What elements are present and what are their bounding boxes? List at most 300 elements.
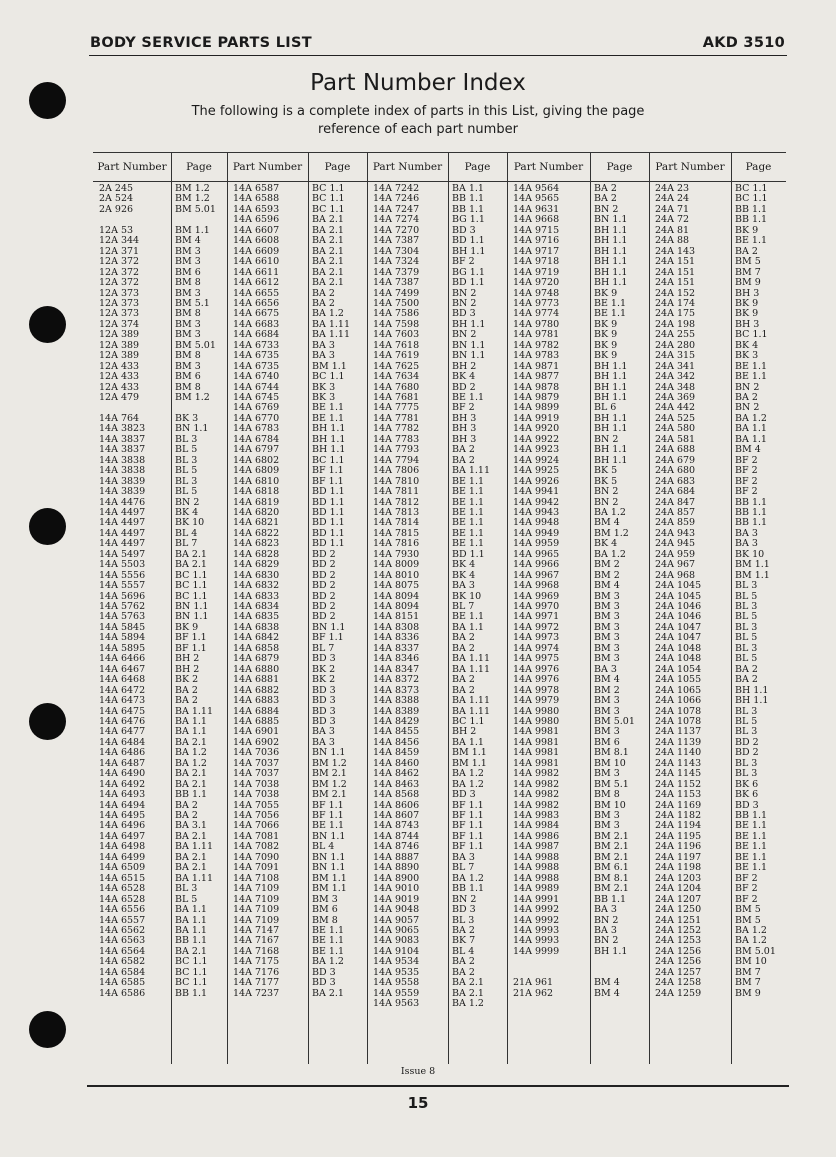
part-number-cell: 14A 7037	[233, 768, 280, 780]
page-ref-cell: BH 3	[735, 318, 760, 330]
part-number-cell: 14A 6611	[233, 266, 280, 278]
page-ref-cell: BA 1.1	[175, 904, 207, 916]
part-number-cell: 14A 9535	[373, 966, 420, 978]
page-ref-cell: BM 5	[735, 904, 761, 916]
page-ref-cell: BF 1.1	[312, 799, 344, 811]
part-number-cell: 14A 7109	[233, 883, 280, 895]
page-ref-cell: BH 1.1	[452, 318, 486, 330]
part-number-cell: 14A 6585	[99, 977, 146, 989]
part-number-cell: 14A 6596	[233, 214, 280, 226]
page-ref-cell: BL 5	[175, 444, 198, 456]
part-number-cell: 24A 315	[655, 350, 696, 362]
page-ref-cell: BH 2	[175, 653, 200, 665]
page-ref-cell: BK 9	[735, 308, 759, 320]
page-ref-cell: BM 3	[594, 705, 620, 717]
page-ref-cell: BA 2.1	[452, 987, 484, 999]
page-ref-cell: BE 1.1	[452, 506, 485, 518]
page-ref-cell: BH 1.1	[594, 454, 628, 466]
part-number-cell: 14A 7109	[233, 904, 280, 916]
page-ref-cell: BF 1.1	[312, 810, 344, 821]
page-ref-cell: BH 1.1	[312, 444, 346, 456]
binder-hole	[29, 508, 66, 545]
part-number-cell: 14A 9980	[513, 705, 560, 717]
part-number-cell: 14A 9948	[513, 517, 560, 529]
part-number-cell: 14A 9668	[513, 214, 560, 226]
part-number-cell: 14A 9949	[513, 527, 560, 539]
page-ref-cell: BM 2.1	[312, 768, 347, 780]
page-ref-cell: BG 1.1	[452, 214, 485, 226]
page-ref-cell: BL 7	[175, 538, 198, 550]
part-number-cell: 24A 1198	[655, 862, 702, 874]
part-number-cell: 14A 6821	[233, 517, 280, 529]
page-ref-cell: BA 2	[452, 632, 475, 644]
part-number-cell: 14A 7324	[373, 256, 420, 268]
header-page: Page	[731, 152, 786, 182]
part-number-cell: 14A 9558	[373, 977, 420, 989]
part-number-cell: 14A 9717	[513, 245, 560, 257]
page-ref-cell: BM 2	[594, 559, 620, 571]
part-number-cell: 14A 7811	[373, 486, 420, 498]
part-number-cell: 14A 3839	[99, 486, 146, 498]
part-number-cell: 14A 6838	[233, 621, 280, 633]
page-ref-cell: BA 2.1	[175, 862, 207, 874]
part-number-cell: 14A 7177	[233, 977, 280, 989]
part-number-cell: 14A 7176	[233, 966, 280, 978]
part-number-cell: 24A 525	[655, 412, 696, 424]
part-number-cell: 24A 198	[655, 318, 696, 330]
page-header	[89, 35, 787, 56]
part-number-cell: 14A 9976	[513, 674, 560, 686]
page-ref-cell: BM 1.2	[594, 527, 629, 539]
page-ref-cell: BL 7	[312, 642, 335, 654]
page-ref-cell: BA 3	[594, 904, 617, 916]
page-ref-cell: BD 3	[312, 653, 336, 665]
page-ref-cell: BA 2	[452, 956, 475, 968]
page-ref-cell: BM 2.1	[594, 830, 629, 842]
page-ref-cell: BK 9	[735, 297, 759, 309]
part-number-cell: 14A 6819	[233, 496, 280, 508]
page-ref-cell: BM 1.1	[312, 872, 347, 884]
part-number-cell: 14A 6830	[233, 569, 280, 581]
part-number-cell: 14A 9564	[513, 183, 560, 194]
part-number-cell: 14A 9715	[513, 224, 560, 236]
page-ref-cell: BM 6	[594, 736, 620, 748]
part-number-cell: 14A 8460	[373, 757, 420, 769]
page-ref-cell: BN 1.1	[594, 214, 628, 226]
page-ref-cell: BA 1.11	[312, 329, 351, 341]
part-number-cell: 14A 6562	[99, 924, 146, 936]
page-ref-cell: BA 1.1	[175, 726, 207, 738]
part-number-cell: 14A 8429	[373, 715, 420, 727]
page-ref-cell: BH 1.1	[594, 360, 628, 372]
part-number-cell: 14A 7775	[373, 402, 420, 414]
part-number-cell: 14A 9981	[513, 736, 560, 748]
page-ref-cell: BH 1.1	[594, 392, 628, 403]
part-number-cell: 14A 9988	[513, 851, 560, 863]
page-ref-cell: BA 1.2	[452, 998, 484, 1010]
part-number-cell: 12A 433	[99, 360, 140, 372]
part-number-cell: 24A 341	[655, 360, 696, 372]
part-number-cell: 14A 7500	[373, 297, 420, 309]
part-number-cell: 24A 1197	[655, 851, 702, 863]
part-number-cell: 24A 72	[655, 214, 690, 226]
page-ref-cell: BE 1.1	[735, 235, 768, 247]
page-ref-cell: BK 9	[594, 318, 618, 330]
part-number-cell: 24A 1054	[655, 663, 702, 675]
part-number-cell: 12A 374	[99, 318, 140, 330]
page-ref-cell: BL 5	[175, 465, 198, 477]
page-ref-cell: BB 1.1	[735, 203, 768, 215]
page-ref-cell: BA 1.1	[175, 924, 207, 936]
part-number-cell: 14A 9048	[373, 904, 420, 916]
page-ref-cell: BM 8.1	[594, 872, 629, 884]
page-ref-cell: BD 1.1	[312, 506, 345, 518]
part-number-cell: 24A 143	[655, 245, 696, 257]
part-number-cell: 14A 6467	[99, 663, 146, 675]
part-number-cell: 14A 8075	[373, 580, 420, 592]
part-number-cell: 12A 372	[99, 266, 140, 278]
part-number-cell: 14A 9057	[373, 914, 420, 926]
part-number-cell: 12A 433	[99, 381, 140, 393]
part-number-cell: 14A 6884	[233, 705, 280, 717]
page-ref-cell: BF 1.1	[312, 465, 344, 477]
page-ref-cell: BH 1.1	[312, 433, 346, 445]
page-ref-cell: BH 3	[452, 423, 477, 435]
page-ref-cell: BA 1.1	[735, 433, 767, 445]
page-ref-cell: BA 1.11	[452, 653, 491, 665]
part-number-cell: 14A 6828	[233, 548, 280, 560]
column-divider	[171, 152, 172, 1064]
part-number-cell: 12A 433	[99, 371, 140, 383]
page-ref-cell: BE 1.1	[452, 611, 485, 623]
page-ref-cell: BD 1.1	[312, 517, 345, 529]
page-ref-cell: BD 2	[452, 381, 476, 393]
page-ref-cell: BN 2	[452, 297, 477, 309]
header-part-number: Part Number	[507, 152, 590, 182]
page-ref-cell: BE 1.1	[452, 475, 485, 487]
part-number-cell: 14A 9878	[513, 381, 560, 393]
part-number-cell: 14A 9780	[513, 318, 560, 330]
part-number-cell: 14A 9720	[513, 277, 560, 289]
page-ref-cell: BL 5	[735, 632, 758, 644]
page-ref-cell: BC 1.1	[735, 183, 768, 194]
page-ref-cell: BN 2	[594, 914, 619, 926]
page-ref-cell: BM 3	[594, 810, 620, 821]
page-ref-cell: BN 1.1	[175, 611, 209, 623]
part-number-cell: 14A 6881	[233, 674, 280, 686]
page-ref-cell: BD 2	[312, 580, 336, 592]
part-number-cell: 14A 6858	[233, 642, 280, 654]
page-ref-cell: BD 3	[312, 715, 336, 727]
page-ref-cell: BF 2	[735, 883, 758, 895]
part-number-cell: 24A 1078	[655, 705, 702, 717]
part-number-cell: 24A 1252	[655, 924, 702, 936]
page-ref-cell: BA 1.2	[452, 768, 484, 780]
page-ref-cell: BN 1.1	[312, 621, 346, 633]
page-ref-cell: BK 3	[312, 381, 336, 393]
page-ref-cell: BM 6	[175, 266, 201, 278]
page-ref-cell: BA 3	[312, 736, 335, 748]
part-number-cell: 14A 9631	[513, 203, 560, 215]
part-number-cell: 14A 9718	[513, 256, 560, 268]
part-number-cell: 24A 174	[655, 297, 696, 309]
part-number-cell: 14A 7586	[373, 308, 420, 320]
part-number-cell: 14A 9559	[373, 987, 420, 999]
page-ref-cell: BK 10	[452, 590, 482, 602]
page-ref-cell: BA 1.2	[312, 956, 344, 968]
part-number-cell: 24A 1256	[655, 945, 702, 957]
page-ref-cell: BL 4	[452, 945, 475, 957]
part-number-cell: 14A 5894	[99, 632, 146, 644]
part-number-cell: 14A 8887	[373, 851, 420, 863]
part-number-cell: 14A 9943	[513, 506, 560, 518]
part-number-cell: 14A 9978	[513, 684, 560, 696]
page-ref-cell: BA 2.1	[175, 851, 207, 863]
page-ref-cell: BM 8	[175, 308, 201, 320]
part-number-cell: 14A 8337	[373, 642, 420, 654]
page-ref-cell: BM 10	[594, 757, 626, 769]
part-number-cell: 14A 8746	[373, 841, 420, 853]
part-number-cell: 14A 6588	[233, 193, 280, 205]
page-ref-cell: BM 3	[175, 245, 201, 257]
page-ref-cell: BD 2	[312, 559, 336, 571]
page-ref-cell: BN 2	[735, 381, 760, 393]
part-number-cell: 14A 8607	[373, 810, 420, 821]
page-ref-cell: BD 3	[452, 789, 476, 801]
part-number-cell: 14A 7270	[373, 224, 420, 236]
part-number-cell: 14A 9104	[373, 945, 420, 957]
part-number-cell: 14A 3839	[99, 475, 146, 487]
part-number-cell: 14A 9987	[513, 841, 560, 853]
page-ref-cell: BA 3	[312, 350, 335, 362]
page-ref-cell: BM 5.1	[175, 297, 210, 309]
page-ref-cell: BM 3	[594, 632, 620, 644]
page-ref-cell: BF 1.1	[175, 632, 207, 644]
part-number-cell: 14A 9019	[373, 893, 420, 905]
page-ref-cell: BC 1.1	[735, 329, 768, 341]
page-ref-cell: BD 2	[312, 548, 336, 560]
part-number-cell: 14A 9984	[513, 820, 560, 832]
part-number-cell: 14A 9926	[513, 475, 560, 487]
page-ref-cell: BA 2	[452, 642, 475, 654]
page-ref-cell: BD 1.1	[452, 235, 485, 247]
page-ref-cell: BA 2	[452, 674, 475, 686]
part-number-cell: 14A 7175	[233, 956, 280, 968]
page-ref-cell: BE 1.1	[452, 538, 485, 550]
part-number-cell: 14A 9871	[513, 360, 560, 372]
part-number-cell: 14A 4476	[99, 496, 146, 508]
part-number-cell: 14A 6656	[233, 297, 280, 309]
part-number-cell: 14A 9999	[513, 945, 560, 957]
part-number-cell: 14A 8347	[373, 663, 420, 675]
part-number-cell: 24A 1045	[655, 590, 702, 602]
page-ref-cell: BA 1.1	[452, 621, 484, 633]
part-number-cell: 14A 9991	[513, 893, 560, 905]
part-number-cell: 14A 9925	[513, 465, 560, 477]
part-number-cell: 14A 8900	[373, 872, 420, 884]
part-number-cell: 14A 9993	[513, 935, 560, 947]
part-number-cell: 24A 581	[655, 433, 696, 445]
part-number-cell: 14A 9879	[513, 392, 560, 403]
page-ref-cell: BM 3	[594, 653, 620, 665]
intro-line-2: reference of each part number	[318, 122, 518, 137]
page-ref-cell: BF 1.1	[452, 810, 484, 821]
part-number-cell: 14A 8744	[373, 830, 420, 842]
page-ref-cell: BN 2	[452, 893, 477, 905]
page-ref-cell: BH 1.1	[594, 235, 628, 247]
part-number-cell: 14A 6655	[233, 287, 280, 299]
part-number-cell: 14A 6493	[99, 789, 146, 801]
page-ref-cell: BL 5	[735, 715, 758, 727]
page-ref-cell: BH 1.1	[452, 245, 486, 257]
page-ref-cell: BK 9	[594, 287, 618, 299]
page-ref-cell: BM 4	[594, 987, 620, 999]
part-number-cell: 14A 6487	[99, 757, 146, 769]
page-ref-cell: BA 1.11	[175, 872, 214, 884]
part-number-cell: 24A 943	[655, 527, 696, 539]
part-number-cell: 14A 9966	[513, 559, 560, 571]
part-number-cell: 14A 7109	[233, 893, 280, 905]
page-ref-cell: BD 3	[735, 799, 759, 811]
part-number-cell: 24A 1153	[655, 789, 702, 801]
part-number-cell: 14A 7634	[373, 371, 420, 383]
part-number-cell: 14A 6476	[99, 715, 146, 727]
part-number-cell: 14A 7168	[233, 945, 280, 957]
part-number-cell: 24A 81	[655, 224, 690, 236]
part-number-cell: 14A 9719	[513, 266, 560, 278]
page-ref-cell: BF 2	[735, 872, 758, 884]
part-number-cell: 14A 9773	[513, 297, 560, 309]
page-ref-cell: BC 1.1	[175, 569, 208, 581]
part-number-cell: 14A 9967	[513, 569, 560, 581]
part-number-cell: 24A 857	[655, 506, 696, 518]
part-number-cell: 14A 5895	[99, 642, 146, 654]
page-ref-cell: BD 3	[312, 684, 336, 696]
part-number-cell: 14A 6466	[99, 653, 146, 665]
page-ref-cell: BL 3	[735, 726, 758, 738]
page-ref-cell: BB 1.1	[175, 789, 208, 801]
page-ref-cell: BA 2.1	[175, 778, 207, 790]
part-number-cell: 14A 8459	[373, 747, 420, 759]
part-number-cell: 14A 7598	[373, 318, 420, 330]
part-number-cell: 14A 7056	[233, 810, 280, 821]
page-ref-cell: BA 2	[594, 193, 617, 205]
part-number-cell: 14A 6609	[233, 245, 280, 257]
page-ref-cell: BL 5	[735, 611, 758, 623]
page-ref-cell: BA 1.1	[175, 914, 207, 926]
page-ref-cell: BL 3	[735, 768, 758, 780]
page-ref-cell: BA 1.11	[452, 663, 491, 675]
page-ref-cell: BD 3	[312, 966, 336, 978]
part-number-cell: 14A 7081	[233, 830, 280, 842]
part-number-cell: 14A 9922	[513, 433, 560, 445]
part-number-cell: 12A 389	[99, 339, 140, 351]
page-ref-cell: BM 3	[175, 318, 201, 330]
part-number-cell: 14A 3837	[99, 444, 146, 456]
part-number-cell: 14A 6882	[233, 684, 280, 696]
page-ref-cell: BL 7	[452, 862, 475, 874]
part-number-cell: 14A 9971	[513, 611, 560, 623]
part-number-cell: 24A 1152	[655, 778, 702, 790]
page-ref-cell: BM 3	[175, 287, 201, 299]
page-ref-cell: BH 1.1	[594, 945, 628, 957]
part-number-cell: 14A 9919	[513, 412, 560, 424]
page-ref-cell: BA 2	[175, 799, 198, 811]
page-ref-cell: BB 1.1	[594, 893, 627, 905]
part-number-cell: 14A 6733	[233, 339, 280, 351]
page-ref-cell: BN 1.1	[312, 830, 346, 842]
page-ref-cell: BA 1.11	[452, 705, 491, 717]
part-number-cell: 14A 8094	[373, 601, 420, 612]
page-ref-cell: BM 2.1	[312, 789, 347, 801]
page-ref-cell: BC 1.1	[312, 371, 345, 383]
page-ref-cell: BA 3	[735, 527, 758, 539]
part-number-cell: 14A 5557	[99, 580, 146, 592]
part-number-cell: 14A 9781	[513, 329, 560, 341]
page-ref-cell: BM 6	[312, 904, 338, 916]
page-ref-cell: BK 2	[312, 674, 336, 686]
page-ref-cell: BK 3	[312, 392, 336, 403]
page-ref-cell: BL 3	[735, 601, 758, 612]
part-number-cell: 14A 5497	[99, 548, 146, 560]
page-ref-cell: BA 2	[452, 684, 475, 696]
page-ref-cell: BN 1.1	[312, 747, 346, 759]
page-ref-cell: BN 2	[452, 329, 477, 341]
part-number-cell: 14A 6586	[99, 987, 146, 999]
part-number-cell: 14A 9965	[513, 548, 560, 560]
page-ref-cell: BM 1.1	[452, 757, 487, 769]
part-number-cell: 24A 1048	[655, 653, 702, 665]
part-number-cell: 24A 1065	[655, 684, 702, 696]
page-ref-cell: BK 4	[594, 538, 618, 550]
page-ref-cell: BA 1.11	[452, 465, 491, 477]
part-number-cell: 24A 1207	[655, 893, 702, 905]
part-number-cell: 14A 6885	[233, 715, 280, 727]
page-ref-cell: BA 1.1	[175, 715, 207, 727]
part-number-cell: 14A 6468	[99, 674, 146, 686]
page-ref-cell: BM 3	[594, 695, 620, 707]
page-ref-cell: BE 1.1	[735, 851, 768, 863]
part-number-cell: 24A 1139	[655, 736, 702, 748]
part-number-cell: 14A 6494	[99, 799, 146, 811]
part-number-cell: 14A 6473	[99, 695, 146, 707]
part-number-cell: 12A 373	[99, 297, 140, 309]
part-number-cell: 14A 6477	[99, 726, 146, 738]
part-number-cell: 24A 945	[655, 538, 696, 550]
part-number-cell: 14A 9899	[513, 402, 560, 414]
page-ref-cell: BA 2	[312, 297, 335, 309]
part-number-cell: 14A 6492	[99, 778, 146, 790]
page-ref-cell: BC 1.1	[312, 193, 345, 205]
page-ref-cell: BA 2.1	[312, 266, 344, 278]
page-ref-cell: BA 1.2	[735, 412, 767, 424]
page-ref-cell: BK 9	[594, 350, 618, 362]
page-ref-cell: BE 1.1	[312, 924, 345, 936]
part-number-cell: 14A 8743	[373, 820, 420, 832]
page-ref-cell: BA 3	[594, 663, 617, 675]
page-ref-cell: BA 3	[312, 726, 335, 738]
page-ref-cell: BA 2.1	[312, 235, 344, 247]
page-ref-cell: BF 1.1	[452, 799, 484, 811]
page-ref-cell: BA 1.11	[175, 705, 214, 717]
part-number-cell: 14A 7499	[373, 287, 420, 299]
part-number-cell: 14A 6499	[99, 851, 146, 863]
page-ref-cell: BN 2	[594, 496, 619, 508]
part-number-cell: 14A 7038	[233, 789, 280, 801]
part-number-cell: 24A 151	[655, 256, 696, 268]
page-ref-cell: BM 4	[594, 517, 620, 529]
part-number-cell: 14A 9976	[513, 663, 560, 675]
